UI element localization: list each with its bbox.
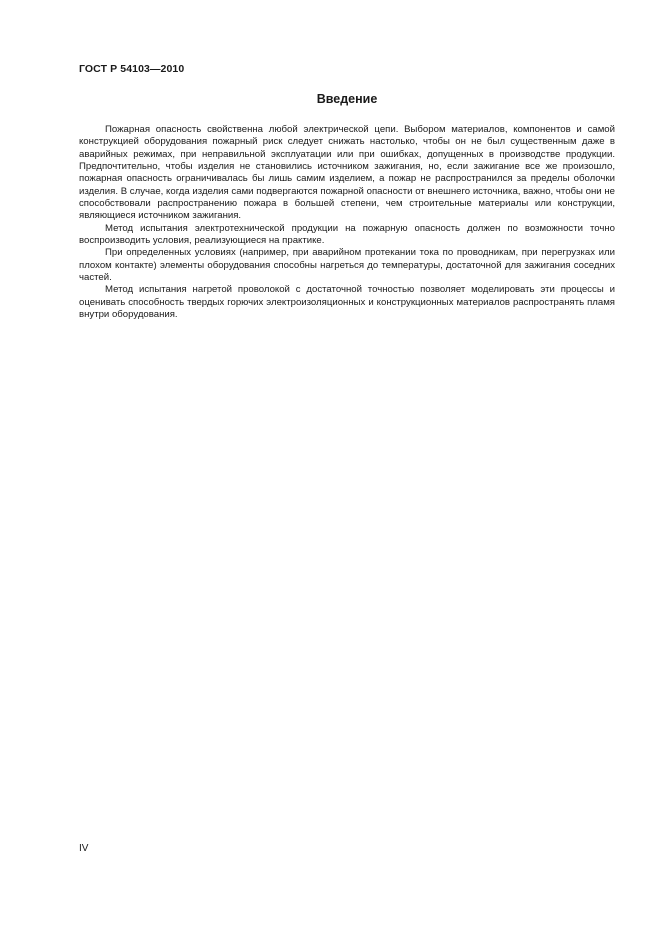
paragraph-4: Метод испытания нагретой проволокой с достаточной точностью позволяет моделировать эти процессы и оценивать способность твердых горючих электроизоляционных и конструкционных материалов распространять пламя внутри оборудования. xyxy=(79,284,615,321)
paragraph-3: При определенных условиях (например, при аварийном протекании тока по проводникам, при перегрузках или плохом контакте) элементы оборудования способны нагреться до температуры, достаточной для зажигания соседних частей. xyxy=(79,247,615,284)
body-text xyxy=(79,124,615,322)
document-header-code: ГОСТ Р 54103—2010 xyxy=(79,63,185,75)
page-number: IV xyxy=(79,843,89,854)
paragraph-1: Пожарная опасность свойственна любой электрической цепи. Выбором материалов, компонентов и самой конструкцией оборудования пожарный риск следует снижать настолько, чтобы он не был существенным даже в аварийных режимах, при неправильной эксплуатации или при ошибках, допущенных в производстве продукции. Предпочтительно, чтобы изделия не становились источником зажигания, но, если зажигание все же произошло, пожарная опасность ограничивалась бы лишь самим изделием, а пожар не распространился за пределы оболочки изделия. В случае, когда изделия сами подвергаются пожарной опасности от внешнего источника, важно, чтобы они не способствовали распространению пожара в большей степени, чем строительные материалы или конструкции, являющиеся источником зажигания. xyxy=(79,124,615,222)
paragraph-2: Метод испытания электротехнической продукции на пожарную опасность должен по возможности точно воспроизводить условия, реализующиеся на практике. xyxy=(79,222,615,247)
section-title: Введение xyxy=(316,92,378,106)
